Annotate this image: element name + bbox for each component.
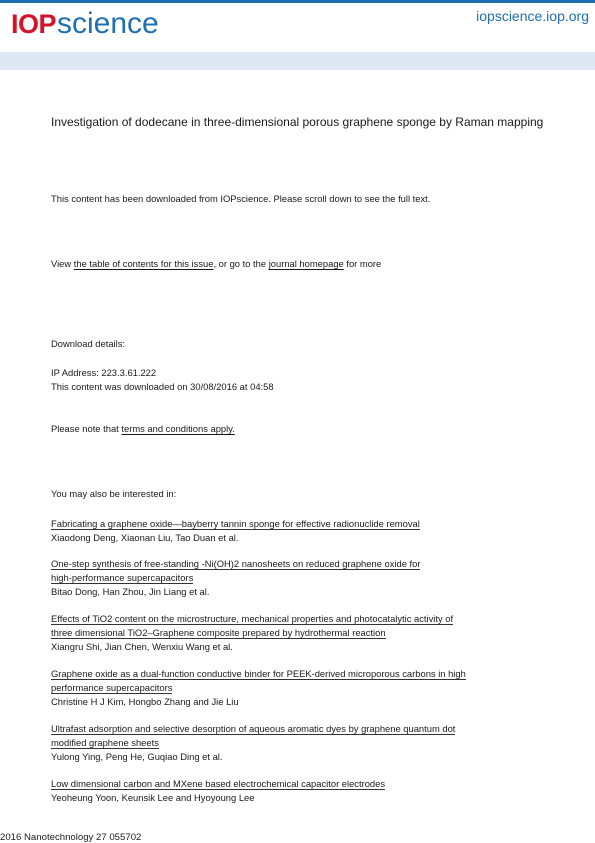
toc-link[interactable]: the table of contents for this issue [73, 258, 214, 269]
related-article [51, 778, 551, 804]
related-article-title-link[interactable] [51, 737, 551, 749]
related-article-title-text: One-step synthesis of free-standing -Ni(OH)2 nanosheets on reduced graphene oxide for [51, 558, 421, 569]
related-article [51, 558, 551, 598]
related-article-title-link[interactable] [51, 572, 551, 584]
related-article-title-text: Effects of TiO2 content on the microstructure, mechanical properties and photocatalytic activity of [51, 613, 454, 624]
download-notice: This content has been downloaded from IOPscience. Please scroll down to see the full text. [51, 193, 431, 204]
terms-line [51, 423, 235, 434]
view-prefix: View [51, 258, 74, 269]
iopscience-logo[interactable] [11, 7, 159, 47]
related-article-title-link[interactable] [51, 518, 551, 530]
related-article-authors: Yulong Ying, Peng He, Guqiao Ding et al. [51, 751, 223, 762]
related-article-title-link[interactable] [51, 627, 551, 639]
header-band [0, 52, 595, 70]
site-header [0, 3, 595, 52]
related-article-title-link[interactable] [51, 682, 551, 694]
download-date: This content was downloaded on 30/08/2016 at 04:58 [51, 381, 274, 392]
related-article [51, 613, 551, 653]
logo-iop-text: IOP [11, 9, 57, 39]
related-article-title-text: three dimensional TiO2–Graphene composite prepared by hydrothermal reaction [51, 627, 386, 638]
related-article-title-link[interactable] [51, 778, 551, 790]
related-article-title-link[interactable] [51, 723, 551, 735]
download-details-heading: Download details: [51, 338, 126, 349]
related-article-authors: Xiangru Shi, Jian Chen, Wenxiu Wang et al. [51, 641, 233, 652]
related-article-title-link[interactable] [51, 613, 551, 625]
journal-homepage-link[interactable]: journal homepage [268, 258, 344, 269]
related-article-title-text: Low dimensional carbon and MXene based electrochemical capacitor electrodes [51, 778, 386, 789]
related-article-title-link[interactable] [51, 668, 551, 680]
logo-science-text: science [57, 7, 159, 40]
related-article-authors: Christine H J Kim, Hongbo Zhang and Jie Liu [51, 696, 239, 707]
related-article [51, 723, 551, 763]
related-article-title-text: modified graphene sheets [51, 737, 159, 748]
related-article [51, 668, 551, 708]
related-article-authors: Bitao Dong, Han Zhou, Jin Liang et al. [51, 586, 210, 597]
related-article-title-text: performance supercapacitors [51, 682, 173, 693]
footer-citation: 2016 Nanotechnology 27 055702 [0, 832, 142, 843]
view-middle: , or go to the [213, 258, 269, 269]
related-article [51, 518, 551, 544]
terms-link[interactable]: terms and conditions apply. [121, 423, 235, 434]
article-title: Investigation of dodecane in three-dimensional porous graphene sponge by Raman mapping [51, 115, 544, 129]
view-line [51, 258, 381, 269]
related-article-title-link[interactable] [51, 558, 551, 570]
related-article-title-text: Fabricating a graphene oxide—bayberry tannin sponge for effective radionuclide removal [51, 518, 420, 529]
related-heading: You may also be interested in: [51, 488, 177, 499]
related-article-title-text: Ultrafast adsorption and selective desorption of aqueous aromatic dyes by graphene quantum dot [51, 723, 456, 734]
terms-prefix: Please note that [51, 423, 122, 434]
related-article-authors: Xiaodong Deng, Xiaonan Liu, Tao Duan et al. [51, 532, 239, 543]
related-article-title-text: high-performance supercapacitors [51, 572, 194, 583]
related-article-title-text: Graphene oxide as a dual-function conductive binder for PEEK-derived microporous carbons in high [51, 668, 466, 679]
site-url-link[interactable]: iopscience.iop.org [476, 8, 589, 24]
view-suffix: for more [343, 258, 382, 269]
related-article-authors: Yeoheung Yoon, Keunsik Lee and Hyoyoung Lee [51, 792, 255, 803]
ip-address: IP Address: 223.3.61.222 [51, 367, 157, 378]
